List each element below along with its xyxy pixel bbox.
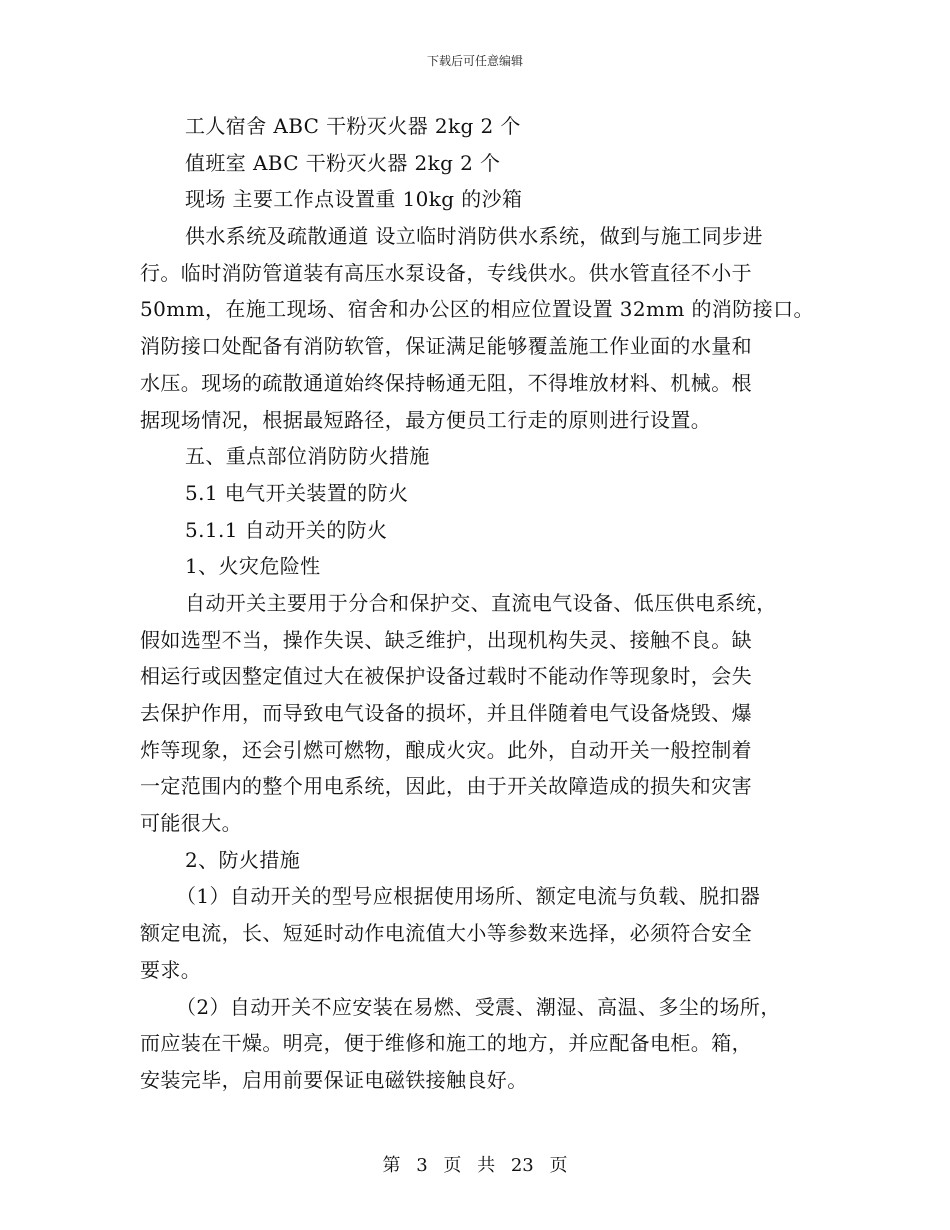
text-line: 50mm，在施工现场、宿舍和办公区的相应位置设置 32mm 的消防接口。	[140, 297, 814, 322]
text-line: 炸等现象，还会引燃可燃物，酿成火灾。此外，自动开关一般控制着	[140, 737, 752, 762]
section-heading: 5.1.1 自动开关的防火	[185, 517, 388, 542]
text-line: 消防接口处配备有消防软管，保证满足能够覆盖施工作业面的水量和	[140, 334, 752, 359]
text-line: 要求。	[140, 957, 202, 982]
section-heading: 五、重点部位消防防火措施	[185, 444, 430, 469]
text-line: 相运行或因整定值过大在被保护设备过载时不能动作等现象时，会失	[140, 664, 752, 689]
section-heading: 1、火灾危险性	[185, 554, 321, 579]
text-line: 自动开关主要用于分合和保护交、直流电气设备、低压供电系统，	[185, 590, 777, 615]
text-line: 一定范围内的整个用电系统，因此，由于开关故障造成的损失和灾害	[140, 774, 752, 799]
text-line: 工人宿舍 ABC 干粉灭火器 2kg 2 个	[185, 114, 521, 138]
document-body	[140, 108, 820, 1099]
text-line: （2）自动开关不应安装在易燃、受震、潮湿、高温、多尘的场所，	[176, 994, 781, 1019]
page-footer: 第 3 页 共 23 页	[382, 1155, 568, 1176]
section-heading: 5.1 电气开关装置的防火	[185, 480, 409, 505]
text-line: 额定电流，长、短延时动作电流值大小等参数来选择，必须符合安全	[140, 921, 752, 946]
text-line: 值班室 ABC 干粉灭火器 2kg 2 个	[185, 150, 501, 175]
text-line: 安装完毕，启用前要保证电磁铁接触良好。	[140, 1067, 528, 1092]
text-line: 现场 主要工作点设置重 10kg 的沙箱	[185, 187, 523, 212]
text-line: 水压。现场的疏散通道始终保持畅通无阻，不得堆放材料、机械。根	[140, 370, 752, 395]
page-header: 下载后可任意编辑	[426, 54, 523, 68]
text-line: （1）自动开关的型号应根据使用场所、额定电流与负载、脱扣器	[176, 884, 761, 909]
text-line: 而应装在干燥。明亮，便于维修和施工的地方，并应配备电柜。箱，	[140, 1031, 752, 1056]
section-heading: 2、防火措施	[185, 847, 301, 872]
text-line: 供水系统及疏散通道 设立临时消防供水系统，做到与施工同步进	[185, 224, 763, 249]
text-line: 假如选型不当，操作失误、缺乏维护，出现机构失灵、接触不良。缺	[140, 627, 752, 652]
text-line: 去保护作用，而导致电气设备的损坏，并且伴随着电气设备烧毁、爆	[140, 701, 752, 725]
text-line: 行。临时消防管道装有高压水泵设备，专线供水。供水管直径不小于	[140, 260, 752, 285]
text-line: 据现场情况，根据最短路径，最方便员工行走的原则进行设置。	[140, 407, 712, 432]
text-line: 可能很大。	[140, 811, 242, 836]
